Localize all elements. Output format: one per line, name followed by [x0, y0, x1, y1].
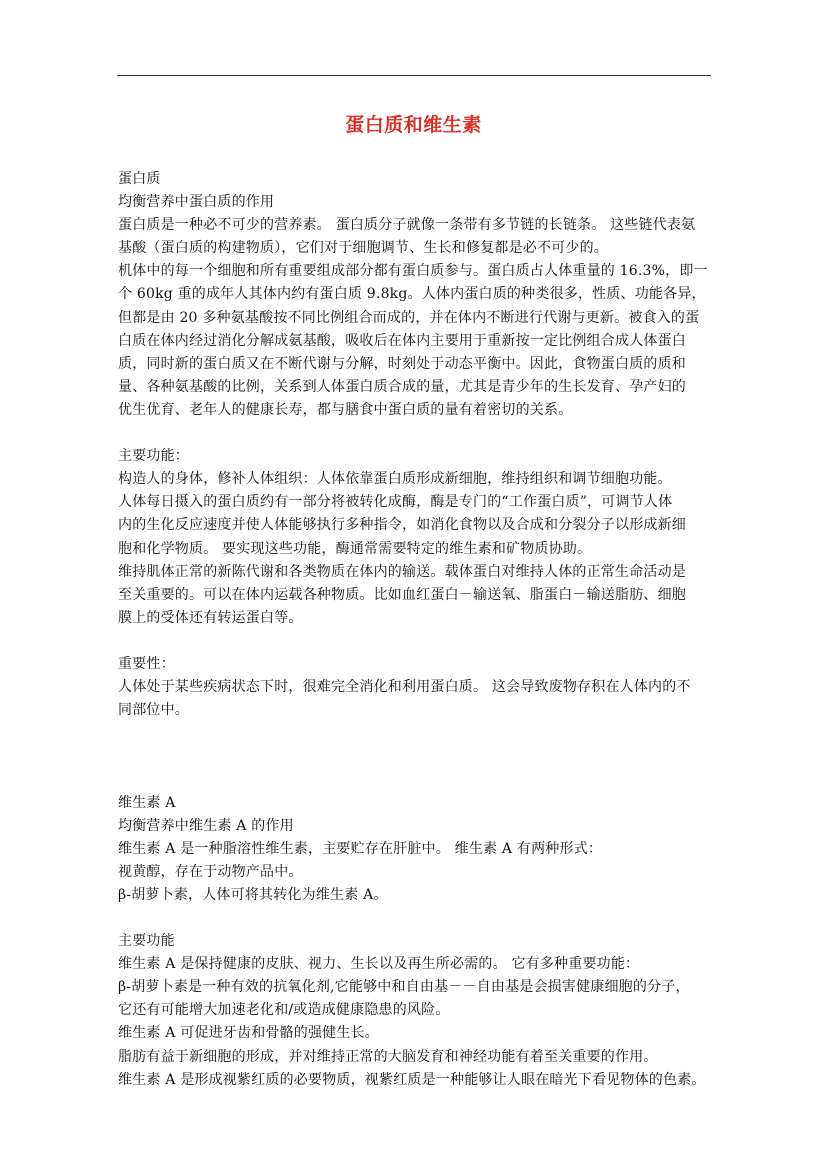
paragraph-line: 脂肪有益于新细胞的形成，并对维持正常的大脑发育和神经功能有着至关重要的作用。: [118, 1048, 658, 1065]
paragraph-line: 机体中的每一个细胞和所有重要组成部分都有蛋白质参与。蛋白质占人体重量的 16.3%，即一: [118, 263, 708, 280]
paragraph-line: 维生素 A 是形成视紫红质的必要物质，视紫红质是一种能够让人眼在暗光下看见物体的色素。: [118, 1071, 706, 1088]
paragraph-line: 基酸（蛋白质的构建物质），它们对于细胞调节、生长和修复都是必不可少的。: [118, 240, 608, 257]
spacer: [118, 722, 720, 768]
paragraph-line: 人体每日摄入的蛋白质约有一部分将被转化成酶，酶是专门的“工作蛋白质”，可调节人体: [118, 494, 673, 511]
paragraph-line: 内的生化反应速度并使人体能够执行多种指令，如消化食物以及合成和分裂分子以形成新细: [118, 517, 686, 534]
heading-main-functions: 主要功能：: [118, 448, 189, 465]
paragraph-line: 人体处于某些疾病状态下时，很难完全消化和利用蛋白质。 这会导致废物存积在人体内的不: [118, 679, 691, 696]
paragraph-line: 维生素 A 可促进牙齿和骨骼的强健生长。: [118, 1025, 380, 1042]
paragraph-line: 构造人的身体，修补人体组织：人体依靠蛋白质形成新细胞，维持组织和调节细胞功能。: [118, 471, 672, 488]
paragraph-line: 胞和化学物质。 要实现这些功能，酶通常需要特定的维生素和矿物质协助。: [118, 540, 592, 557]
heading-main-functions-vitamin: 主要功能: [118, 933, 175, 950]
subheading-vitamin-a-role: 均衡营养中维生素 A 的作用: [118, 817, 294, 834]
paragraph-line: 维生素 A 是一种脂溶性维生素，主要贮存在肝脏中。 维生素 A 有两种形式：: [118, 840, 603, 857]
paragraph-line: 维持肌体正常的新陈代谢和各类物质在体内的输送。载体蛋白对维持人体的正常生命活动是: [118, 563, 686, 580]
paragraph-line: 优生优育、老年人的健康长寿，都与膳食中蛋白质的量有着密切的关系。: [118, 401, 573, 418]
section-heading-protein: 蛋白质: [118, 171, 161, 187]
paragraph-line: β-胡萝卜素是一种有效的抗氧化剂,它能够中和自由基－－自由基是会损害健康细胞的分子，: [118, 979, 690, 996]
paragraph-line: 个 60kg 重的成年人其体内约有蛋白质 9.8kg。人体内蛋白质的种类很多，性质、功能各异，: [118, 286, 706, 303]
paragraph-line: 同部位中。: [118, 702, 189, 719]
paragraph-line: 质，同时新的蛋白质又在不断代谢与分解，时刻处于动态平衡中。因此，食物蛋白质的质和: [118, 355, 686, 372]
header-rule: [117, 75, 711, 76]
subheading-protein-role: 均衡营养中蛋白质的作用: [118, 194, 275, 211]
paragraph-line: 它还有可能增大加速老化和/或造成健康隐患的风险。: [118, 1002, 450, 1019]
paragraph-line: 维生素 A 是保持健康的皮肤、视力、生长以及再生所必需的。 它有多种重要功能：: [118, 956, 640, 973]
paragraph-line: 膜上的受体还有转运蛋白等。: [118, 609, 303, 626]
paragraph-line: 量、各种氨基酸的比例，关系到人体蛋白质合成的量，尤其是青少年的生长发育、孕产妇的: [118, 378, 686, 395]
paragraph-line: 但都是由 20 多种氨基酸按不同比例组合而成的，并在体内不断进行代谢与更新。被食入的蛋: [118, 309, 700, 326]
paragraph-line: 视黄醇，存在于动物产品中。: [118, 863, 303, 880]
section-heading-vitamin-a: 维生素 A: [118, 794, 176, 811]
paragraph-line: 蛋白质是一种必不可少的营养素。 蛋白质分子就像一条带有多节链的长链条。 这些链代表氨: [118, 217, 696, 234]
page-title: 蛋白质和维生素: [345, 114, 482, 136]
spacer: [118, 768, 720, 791]
document-body: [118, 168, 720, 1092]
spacer: [118, 422, 720, 445]
spacer: [118, 630, 720, 653]
spacer: [118, 907, 720, 930]
paragraph-line: β-胡萝卜素，人体可将其转化为维生素 A。: [118, 886, 388, 903]
paragraph-line: 白质在体内经过消化分解成氨基酸，吸收后在体内主要用于重新按一定比例组合成人体蛋白: [118, 332, 686, 349]
paragraph-line: 至关重要的。可以在体内运载各种物质。比如血红蛋白－输送氧、脂蛋白－输送脂肪、细胞: [118, 586, 686, 603]
heading-importance: 重要性：: [118, 655, 175, 672]
